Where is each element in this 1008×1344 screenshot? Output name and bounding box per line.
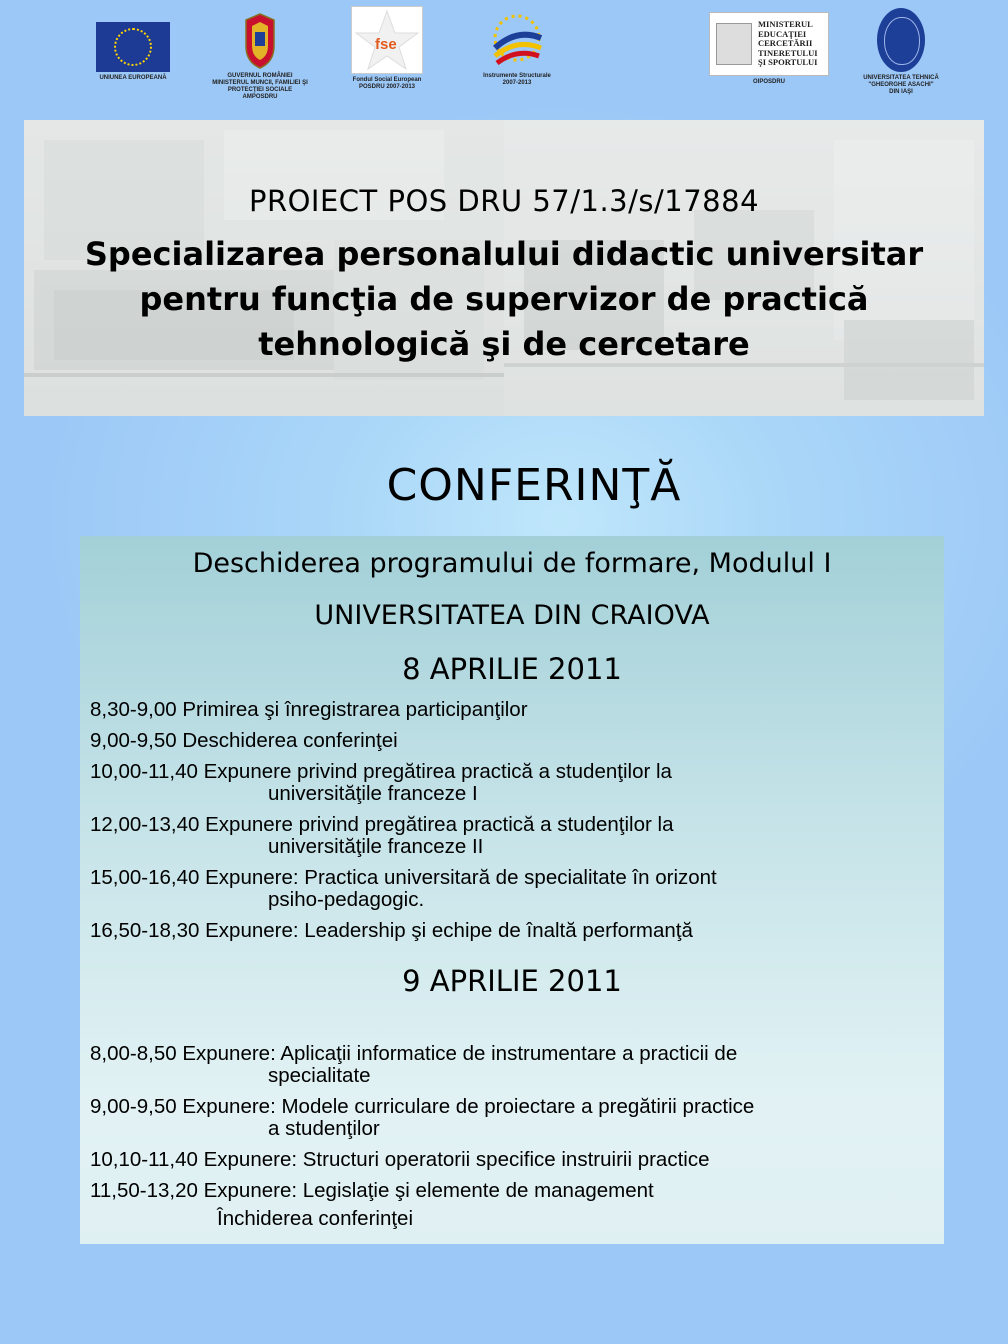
project-banner xyxy=(24,120,984,416)
ministry-name-line: EDUCAŢIEI xyxy=(758,28,807,39)
project-title-line: tehnologică şi de cercetare xyxy=(258,325,750,363)
schedule-item xyxy=(90,867,936,911)
schedule-item-text: 10,10-11,40 Expunere: Structuri operatorii specifice instruirii practice xyxy=(90,1148,710,1171)
project-code: PROIECT POS DRU 57/1.3/s/17884 xyxy=(248,184,760,218)
conference-title: CONFERINŢĂ xyxy=(386,460,682,511)
logo-instrumente xyxy=(462,8,572,87)
eu-flag-icon xyxy=(96,22,170,72)
schedule-item-text: 16,50-18,30 Expunere: Leadership şi echipe de înaltă performanţă xyxy=(90,919,693,942)
day1-schedule xyxy=(90,699,936,951)
schedule-item xyxy=(90,1043,936,1087)
schedule-item xyxy=(90,1149,936,1171)
logo-fse xyxy=(330,6,444,91)
schedule-item xyxy=(90,920,936,942)
schedule-item-text: 9,00-9,50 Expunere: Modele curriculare de proiectare a pregătirii practice xyxy=(90,1095,755,1118)
schedule-item-text: 10,00-11,40 Expunere privind pregătirea practică a studenţilor la xyxy=(90,760,672,783)
schedule-item-continuation: a studenţilor xyxy=(268,1117,380,1140)
schedule-item-continuation: universităţile franceze II xyxy=(268,835,484,858)
day1-date: 8 APRILIE 2011 xyxy=(402,652,622,686)
schedule-item xyxy=(90,814,936,858)
logo-government xyxy=(198,12,322,101)
day2-date: 9 APRILIE 2011 xyxy=(402,964,622,998)
schedule-item-continuation: specialitate xyxy=(268,1064,371,1087)
ministry-name-line: TINERETULUI xyxy=(758,47,818,58)
schedule-item xyxy=(90,1096,936,1140)
university-name: UNIVERSITATEA DIN CRAIOVA xyxy=(314,600,710,631)
schedule-item-text: 12,00-13,40 Expunere privind pregătirea practică a studenţilor la xyxy=(90,813,674,836)
day2-schedule xyxy=(90,1043,936,1230)
ministry-logo-icon xyxy=(709,12,829,76)
schedule-item-text: 9,00-9,50 Deschiderea conferinţei xyxy=(90,729,398,752)
logo-caption: Fondul Social European POSDRU 2007-2013 xyxy=(352,77,422,90)
logo-caption: GUVERNUL ROMÂNIEI MINISTERUL MUNCII, FAMILIEI ŞI PROTECŢIEI SOCIALE AMPOSDRU xyxy=(212,73,308,100)
logo-ministry xyxy=(706,12,832,86)
ministry-name-line: MINISTERUL xyxy=(758,19,813,30)
fse-logo-icon xyxy=(351,6,423,74)
project-title-line: Specializarea personalului didactic universitar xyxy=(84,235,924,273)
svg-text:fse: fse xyxy=(375,36,397,53)
program-box xyxy=(80,536,944,1244)
university-seal-icon xyxy=(877,8,925,72)
schedule-item-text: 8,30-9,00 Primirea şi înregistrarea participanţilor xyxy=(90,698,528,721)
instrumente-structurale-logo-icon xyxy=(485,8,549,70)
ministry-name-line: CERCETĂRII xyxy=(758,38,813,49)
program-opening: Deschiderea programului de formare, Modulul I xyxy=(192,548,832,579)
schedule-item xyxy=(90,1180,936,1202)
schedule-item-continuation: universităţile franceze I xyxy=(268,782,478,805)
schedule-item xyxy=(90,699,936,721)
logo-eu xyxy=(80,22,186,82)
schedule-item xyxy=(90,730,936,752)
schedule-item xyxy=(90,761,936,805)
project-title-line: pentru funcţia de supervizor de practică xyxy=(139,280,869,318)
romania-coat-of-arms-icon xyxy=(240,12,280,70)
logo-caption: OIPOSDRU xyxy=(752,79,785,85)
closing-text: Închiderea conferinţei xyxy=(217,1207,414,1230)
schedule-item-text: 8,00-8,50 Expunere: Aplicaţii informatice de instrumentare a practicii de xyxy=(90,1042,738,1065)
schedule-item-text: 15,00-16,40 Expunere: Practica universitară de specialitate în orizont xyxy=(90,866,717,889)
logo-caption: Instrumente Structurale 2007-2013 xyxy=(483,73,551,86)
ministry-name-line: ŞI SPORTULUI xyxy=(758,57,818,68)
schedule-item-text: 11,50-13,20 Expunere: Legislaţie şi elemente de management xyxy=(90,1179,654,1202)
project-title xyxy=(24,232,984,367)
logo-strip xyxy=(0,0,1008,118)
logo-caption: UNIUNEA EUROPEANĂ xyxy=(99,75,167,81)
schedule-item-continuation: psiho-pedagogic. xyxy=(268,888,425,911)
logo-caption: UNIVERSITATEA TEHNICĂ "GHEORGHE ASACHI" DIN IAŞI xyxy=(863,75,939,95)
logo-university xyxy=(838,8,964,96)
